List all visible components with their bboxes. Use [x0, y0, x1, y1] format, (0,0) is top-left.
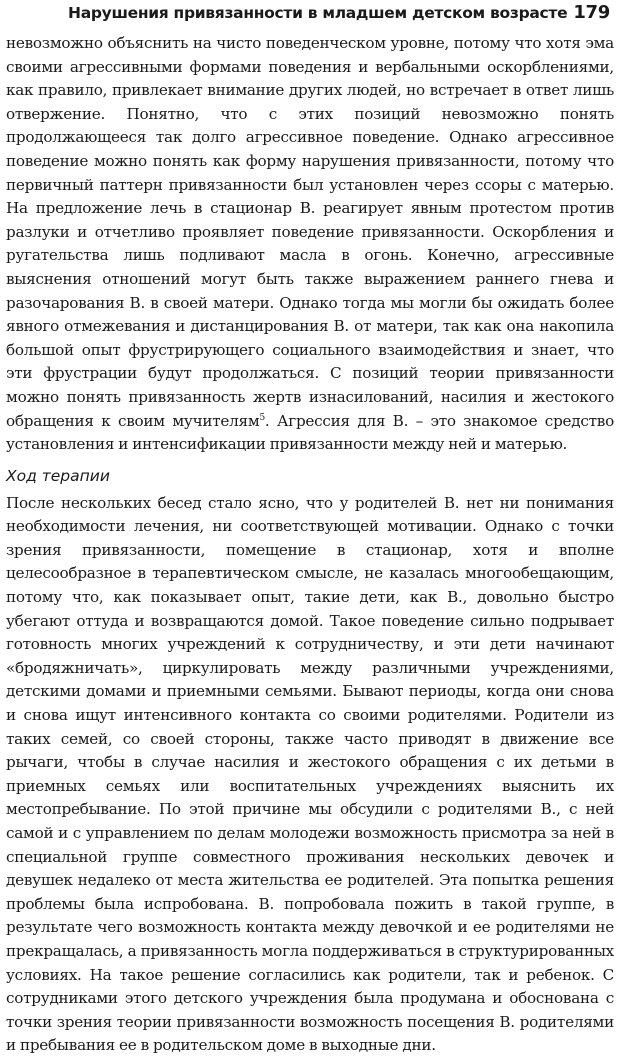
paragraph-therapy: После нескольких бесед стало ясно, что у родителей В. нет ни понимания необходимости лечения, ни соответствующей мотивации. Однако с точки зрения привязанности, помещение в стационар, хотя и вполне целесообразное в терапевтическом смысле, не казалась многообещающим, потому что, как показывает опыт, такие дети, как В., довольно быстро убегают оттуда и возвращаются домой. Такое поведение сильно подрывает готовность многих учреждений к сотрудничеству, и эти дети начинают «бродяжничать», циркулировать между различными учреждениями, детскими домами и приемными семьями. Бывают периоды, когда они снова и снова ищут интенсивного контакта со своими родителями. Родители из таких семей, со своей стороны, также часто приводят в движение все рычаги, чтобы в случае насилия и жестокого обращения с их детьми в приемных семьях или воспитательных учреждениях выяснить их местопребывание. По этой причине мы обсудили с родителями В., с ней самой и с управлением по делам молодежи возможность присмотра за ней в специальной группе совместного проживания нескольких девочек и девушек недалеко от места жительства ее родителей. Эта попытка решения проблемы была испробована. В. попробовала пожить в такой группе, в результате чего возможность контакта между девочкой и ее родителями не прекращалась, а привязанность могла поддерживаться в структурированных условиях. На такое решение согласились как родители, так и ребенок. С сотрудниками этого детского учреждения была продумана и обоснована с точки зрения теории привязанности возможность посещения В. родителями и пребывания ее в родительском доме в выходные дни. — [6, 493, 614, 1055]
paragraph-continued — [6, 32, 614, 457]
running-title: Нарушения привязанности в младшем детском возрасте — [68, 4, 568, 22]
page-number: 179 — [573, 2, 610, 23]
paragraph-text-end: . Агрессия для В. – это знакомое средство установления и интенсификации привязанности между ней и матерью. — [6, 411, 614, 454]
footnote-mark: 5 — [259, 412, 265, 423]
book-page — [6, 0, 614, 1058]
paragraph-text: невозможно объяснить на чисто поведенческом уровне, потому что хотя эма своими агрессивными формами поведения и вербальными оскорблениями, как правило, привлекает внимание других людей, но встречает в ответ лишь отвержение. Понятно, что с этих позиций невозможно понять продолжающееся так долго агрессивное поведение. Однако агрессивное поведение можно понять как форму нарушения привязанности, потому что первичный паттерн привязанности был установлен через ссоры с матерью. На предложение лечь в стационар В. реагирует явным протестом против разлуки и отчетливо проявляет поведение привязанности. Оскорбления и ругательства лишь подливают масла в огонь. Конечно, агрессивные выяснения отношений могут быть также выражением раннего гнева и разочарования В. в своей матери. Однако тогда мы могли бы ожидать более явного отмежевания и дистанцирования В. от матери, так как она накопила большой опыт фрустрирующего социального взаимодействия и знает, что эти фрустрации будут продолжаться. С позиций теории привязанности можно понять привязанность жертв изнасилований, насилия и жестокого обращения к своим мучителям — [6, 34, 614, 430]
section-heading: Ход терапии — [6, 466, 110, 485]
running-header — [6, 0, 614, 32]
